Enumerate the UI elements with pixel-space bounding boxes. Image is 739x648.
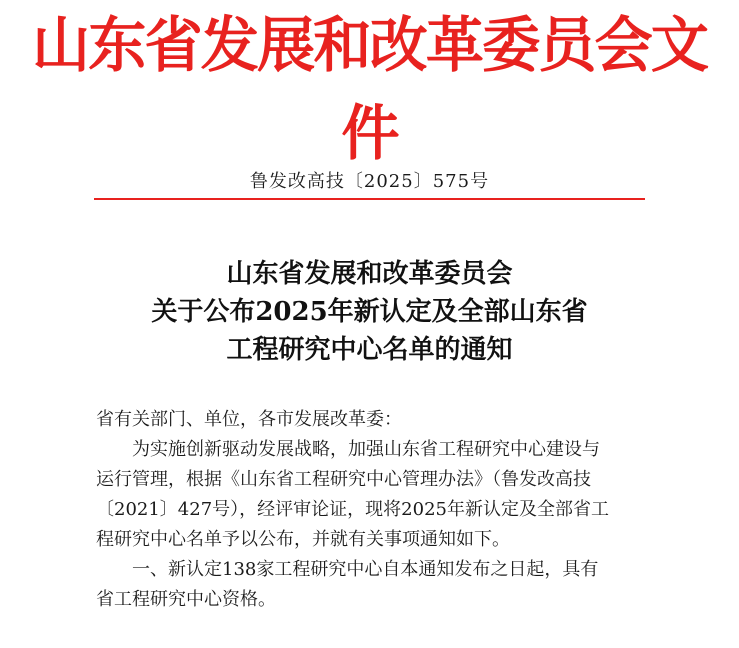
notice-body	[96, 405, 656, 615]
paragraph-line: 程研究中心名单予以公布，并就有关事项通知如下。	[96, 529, 510, 550]
paragraph-line: 运行管理，根据《山东省工程研究中心管理办法》（鲁发改高技	[96, 469, 591, 490]
document-number: 鲁发改高技〔2025〕575号	[249, 171, 490, 192]
title-line-1: 山东省发展和改革委员会	[226, 259, 513, 289]
title-line-3: 工程研究中心名单的通知	[226, 335, 513, 365]
paragraph-line: 一、新认定138家工程研究中心自本通知发布之日起，具有	[132, 559, 599, 580]
salutation: 省有关部门、单位，各市发展改革委：	[96, 409, 402, 430]
notice-title	[0, 255, 739, 369]
paragraph-line: 省工程研究中心资格。	[96, 589, 276, 610]
red-divider-line	[94, 198, 645, 200]
masthead-title: 山东省发展和改革委员会文件	[31, 11, 708, 169]
paragraph-line: 〔2021〕427号），经评审论证，现将2025年新认定及全部省工	[96, 499, 609, 520]
paragraph-line: 为实施创新驱动发展战略，加强山东省工程研究中心建设与	[132, 439, 600, 460]
title-line-2: 关于公布2025年新认定及全部山东省	[151, 297, 588, 327]
